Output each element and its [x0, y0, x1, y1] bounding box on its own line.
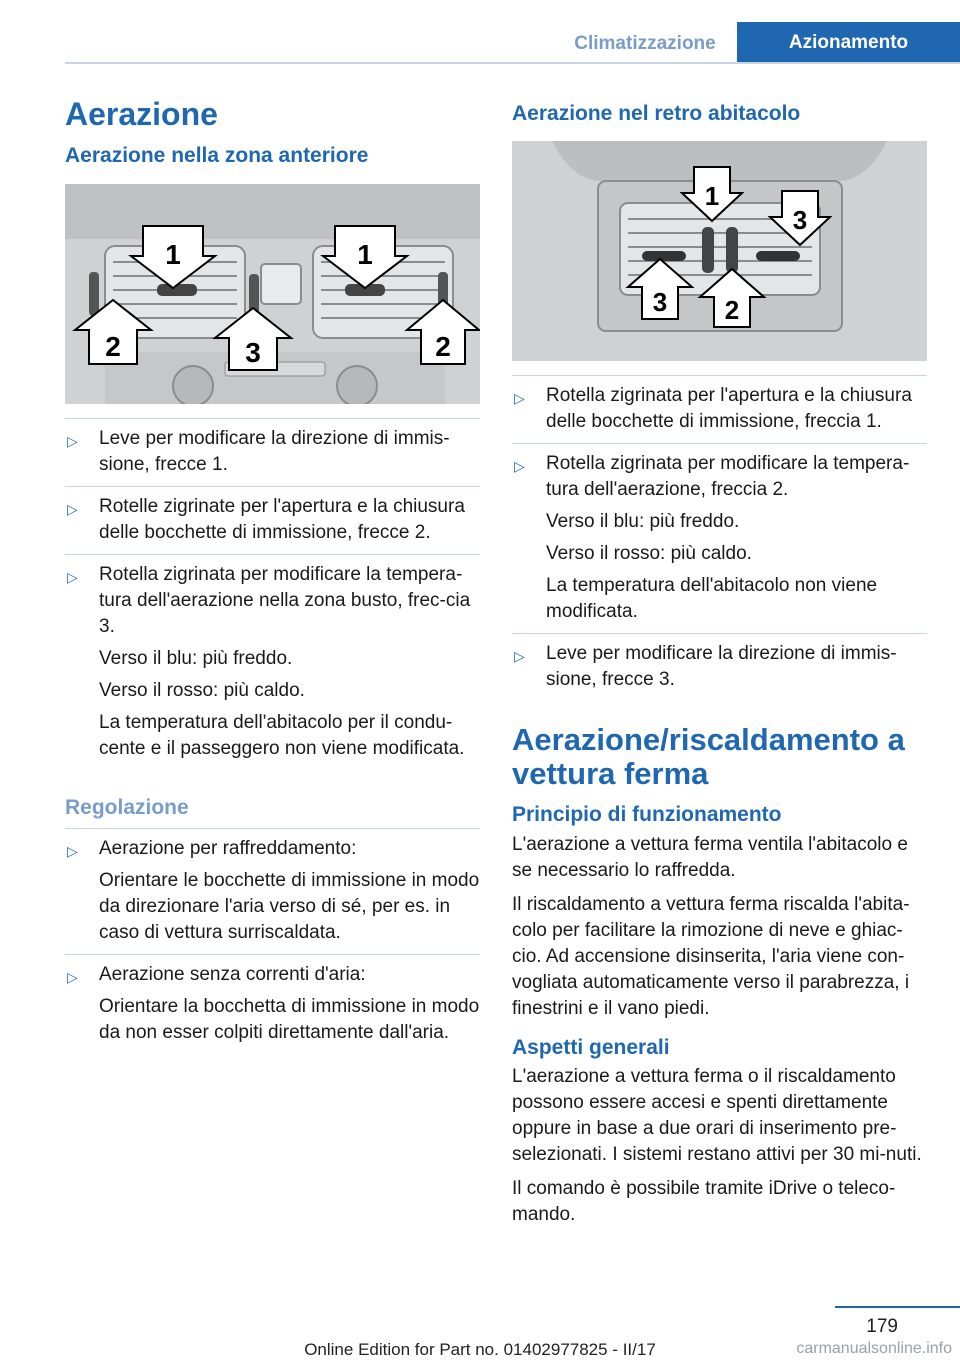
triangle-bullet-icon: ▷ [514, 458, 525, 475]
regolazione-heading: Regolazione [65, 795, 189, 819]
rear-arrow-1-label: 1 [704, 181, 720, 212]
rear-vents-figure [512, 141, 927, 361]
triangle-bullet-icon: ▷ [514, 648, 525, 665]
header-rule [65, 62, 960, 64]
page-number: 179 [866, 1316, 898, 1337]
principle-paragraph: L'aerazione a vettura ferma ventila l'abitacolo e se necessario lo raffredda. [512, 834, 908, 882]
triangle-bullet-icon: ▷ [67, 432, 78, 449]
list-item [512, 375, 927, 444]
list-item [65, 555, 480, 770]
triangle-bullet-icon: ▷ [67, 500, 78, 517]
front-vents-figure [65, 184, 480, 404]
list-item-text: Orientare la bocchetta di immissione in modo da non esser colpiti direttamente dall'aria. [99, 995, 480, 1043]
list-item-text: Verso il blu: più freddo. [99, 647, 293, 669]
list-item [65, 828, 480, 955]
list-item [65, 487, 480, 555]
list-item-text: Verso il rosso: più caldo. [546, 543, 752, 565]
triangle-bullet-icon: ▷ [514, 390, 525, 407]
front-ventilation-heading: Aerazione nella zona anteriore [65, 144, 369, 168]
left-column [65, 95, 480, 1054]
triangle-bullet-icon: ▷ [67, 568, 78, 585]
list-item-text: La temperatura dell'abitacolo per il condu‐cente e il passeggero non viene modificata. [99, 711, 465, 759]
principle-paragraph: Il riscaldamento a vettura ferma riscalda l'abita‐colo per facilitare la rimozione di neve e ghiac‐cio. Ad accensione disinserita, l'aria viene con‐vogliata automaticamente verso il parabrezza, i finestrini e il vano piedi. [512, 894, 910, 1020]
page-title: Aerazione [65, 96, 218, 132]
general-paragraph: L'aerazione a vettura ferma o il riscaldamento possono essere accesi e spenti direttamente oppure in base a due orari di inserimento pre‐selezionati. I sistemi restano attivi per 30 mi‐nuti. [512, 1066, 922, 1166]
front-arrow-1-right-label: 1 [357, 238, 373, 270]
triangle-bullet-icon: ▷ [67, 842, 78, 859]
watermark: carmanualsonline.info [796, 1340, 952, 1357]
header-chapter-tab[interactable]: Azionamento [737, 22, 960, 64]
front-arrow-3-label: 3 [245, 336, 261, 368]
footer-rule [835, 1306, 960, 1308]
parked-ventilation-heading: Aerazione/riscaldamento a vettura ferma [512, 722, 905, 791]
front-arrow-1-left-label: 1 [165, 238, 181, 270]
list-item-text: Verso il blu: più freddo. [546, 511, 740, 533]
front-controls-list [65, 418, 480, 770]
general-heading: Aspetti generali [512, 1036, 670, 1060]
rear-arrow-3-right-label: 3 [792, 205, 808, 236]
list-item [512, 634, 927, 701]
right-column [512, 95, 927, 1236]
rear-arrow-3-left-label: 3 [652, 287, 668, 318]
principle-heading: Principio di funzionamento [512, 803, 782, 827]
list-item-text: Rotella zigrinata per modificare la tempera‐tura dell'aerazione nella zona busto, frec‐cia 3. [99, 563, 471, 637]
list-item-text: Leve per modificare la direzione di immis‐sione, frecce 3. [546, 643, 897, 691]
list-item-text: Orientare le bocchette di immissione in modo da direzionare l'aria verso di sé, per es. in caso di vettura surriscaldata. [99, 869, 480, 943]
rear-arrow-2-label: 2 [724, 295, 740, 326]
list-item [65, 955, 480, 1054]
front-arrow-2-right-label: 2 [435, 330, 451, 362]
front-arrow-2-left-label: 2 [105, 330, 121, 362]
list-item-text: Aerazione per raffreddamento: [99, 837, 357, 859]
list-item-text: Rotelle zigrinate per l'apertura e la chiusura delle bocchette di immissione, frecce 2. [99, 495, 465, 543]
list-item-text: Aerazione senza correnti d'aria: [99, 963, 366, 985]
list-item-text: Leve per modificare la direzione di immis‐sione, frecce 1. [99, 427, 450, 475]
list-item-text: La temperatura dell'abitacolo non viene modificata. [546, 575, 878, 623]
header-section-tab[interactable]: Climatizzazione [574, 33, 716, 54]
list-item-text: Rotella zigrinata per l'apertura e la chiusura delle bocchette di immissione, freccia 1. [546, 385, 912, 433]
general-paragraph: Il comando è possibile tramite iDrive o teleco‐mando. [512, 1178, 896, 1226]
edition-footer: Online Edition for Part no. 01402977825 - II/17 [304, 1340, 656, 1359]
list-item [65, 418, 480, 487]
list-item-text: Rotella zigrinata per modificare la tempera‐tura dell'aerazione, freccia 2. [546, 453, 910, 501]
list-item [512, 444, 927, 634]
triangle-bullet-icon: ▷ [67, 968, 78, 985]
list-item-text: Verso il rosso: più caldo. [99, 679, 305, 701]
regolazione-list [65, 828, 480, 1054]
rear-controls-list [512, 375, 927, 701]
rear-ventilation-heading: Aerazione nel retro abitacolo [512, 102, 801, 125]
